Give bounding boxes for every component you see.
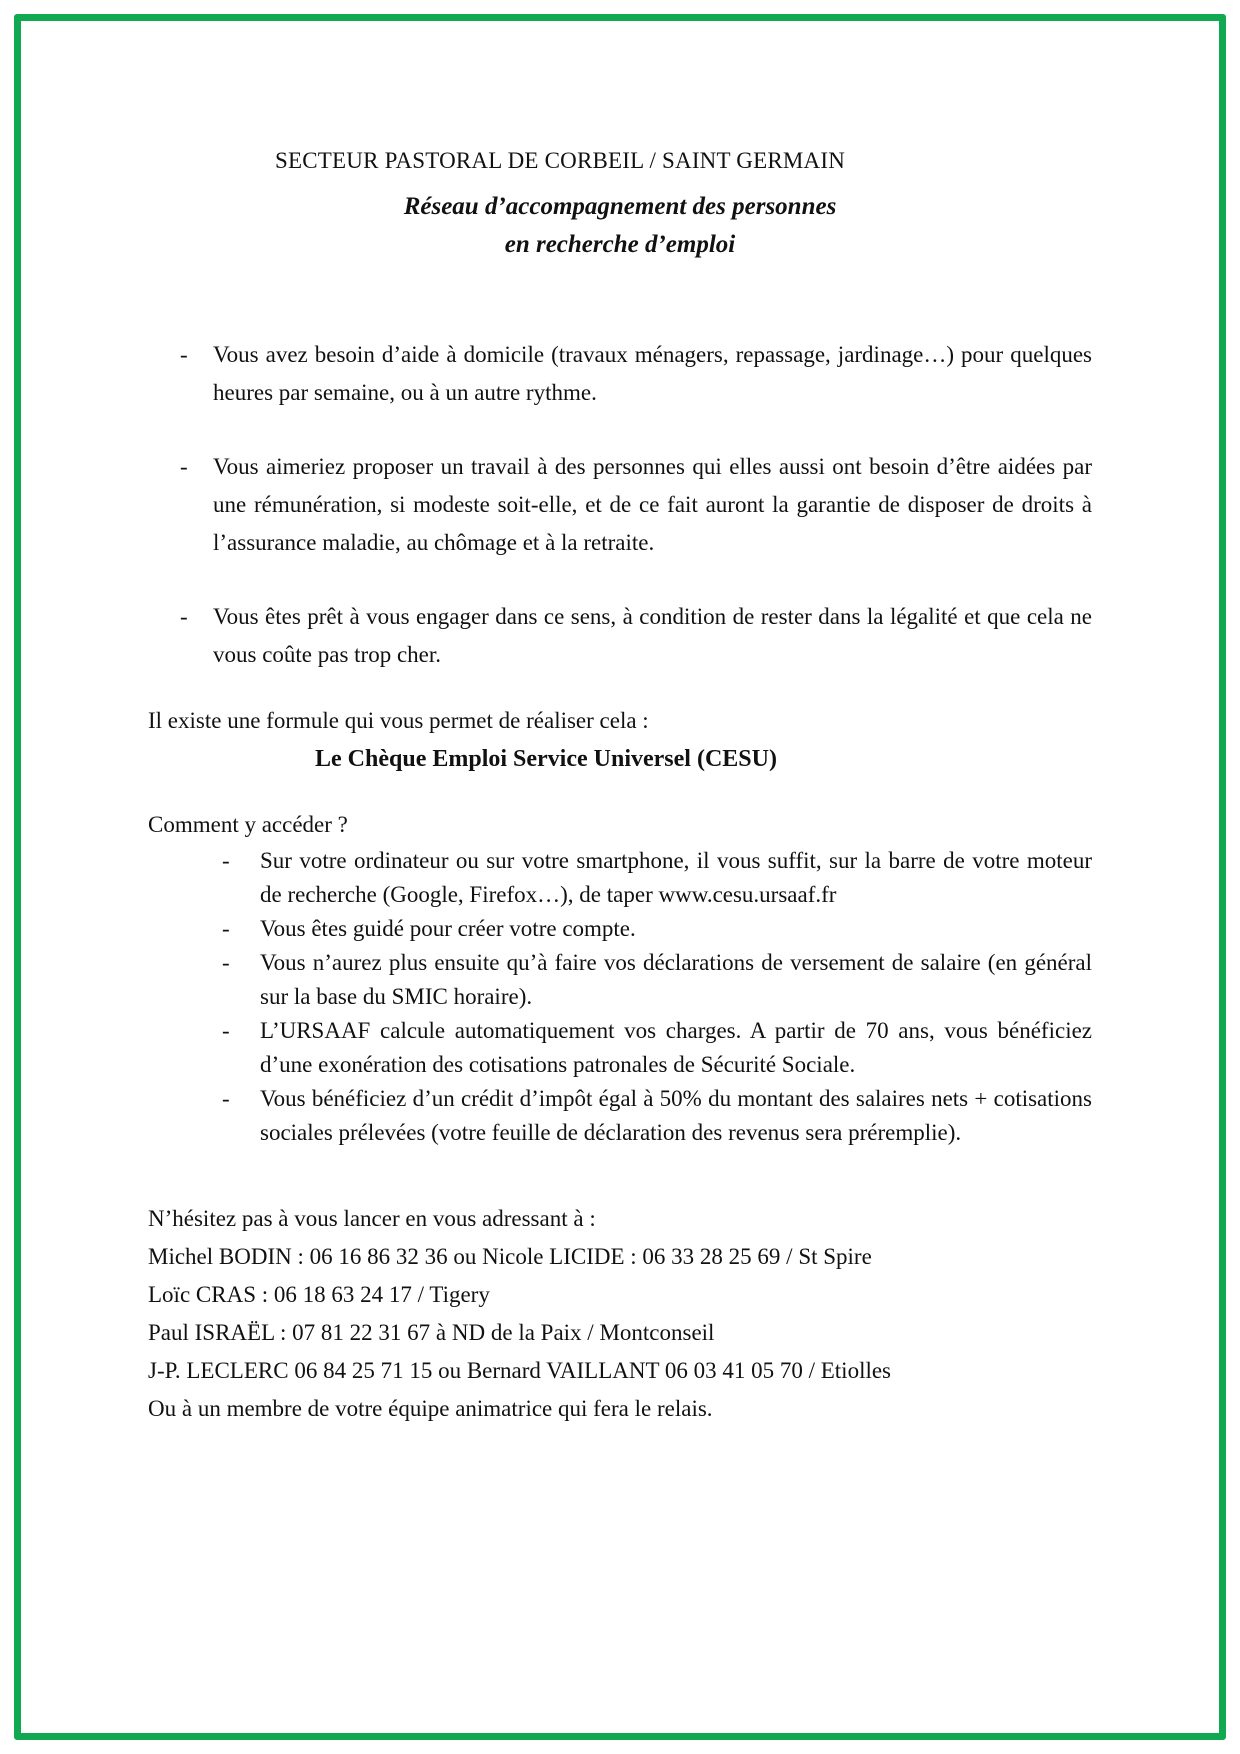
list-item [148,448,1092,562]
contact-line: Michel BODIN : 06 16 86 32 36 ou Nicole LICIDE : 06 33 28 25 69 / St Spire [148,1244,872,1269]
contact-intro: N’hésitez pas à vous lancer en vous adressant à : [148,1206,596,1231]
document-subtitle-line1: Réseau d’accompagnement des personnes [403,193,837,220]
contact-line: Paul ISRAËL : 07 81 22 31 67 à ND de la Paix / Montconseil [148,1320,715,1345]
list-item-text: Vous aimeriez proposer un travail à des personnes qui elles aussi ont besoin d’être aidées par une rémunération, si modeste soit-elle, et de ce fait auront la garantie de disposer de droits à l’assurance maladie, au chômage et à la retraite. [213,454,1092,555]
list-item-text: Vous bénéficiez d’un crédit d’impôt égal à 50% du montant des salaires nets + cotisations sociales prélevées (votre feuille de déclaration des revenus sera préremplie). [260,1086,1092,1145]
bullet-dash: - [222,916,230,941]
document-content [148,0,1092,1428]
contact-block [148,1200,1092,1428]
list-item [148,1082,1092,1150]
formula-intro-text: Il existe une formule qui vous permet de réaliser cela : [148,708,649,733]
list-item [148,844,1092,912]
list-item [148,1014,1092,1082]
access-bullet-list [148,844,1092,1150]
document-subtitle [148,188,1092,264]
contact-line: Loïc CRAS : 06 18 63 24 17 / Tigery [148,1282,490,1307]
list-item-text: Vous n’aurez plus ensuite qu’à faire vos déclarations de versement de salaire (en général sur la base du SMIC horaire). [260,950,1092,1009]
bullet-dash: - [222,950,230,975]
list-item [148,336,1092,412]
bullet-dash: - [180,342,188,367]
bullet-dash: - [222,848,230,873]
contact-line: Ou à un membre de votre équipe animatrice qui fera le relais. [148,1396,713,1421]
bullet-dash: - [180,604,188,629]
document-title: SECTEUR PASTORAL DE CORBEIL / SAINT GERMAIN [274,148,846,173]
list-item-text: Sur votre ordinateur ou sur votre smartphone, il vous suffit, sur la barre de votre moteur de recherche (Google, Firefox…), de taper www.cesu.ursaaf.fr [260,848,1092,907]
list-item-text: Vous êtes prêt à vous engager dans ce sens, à condition de rester dans la légalité et que cela ne vous coûte pas trop cher. [213,604,1092,667]
contact-line: J-P. LECLERC 06 84 25 71 15 ou Bernard VAILLANT 06 03 41 05 70 / Etiolles [148,1358,892,1383]
formula-name-text: Le Chèque Emploi Service Universel (CESU) [315,746,777,772]
list-item [148,912,1092,946]
access-heading: Comment y accéder ? [148,812,348,837]
list-item-text: Vous êtes guidé pour créer votre compte. [260,916,636,941]
list-item-text: Vous avez besoin d’aide à domicile (travaux ménagers, repassage, jardinage…) pour quelques heures par semaine, ou à un autre rythme. [213,342,1092,405]
list-item [148,598,1092,674]
list-item-text: L’URSAAF calcule automatiquement vos charges. A partir de 70 ans, vous bénéficiez d’une exonération des cotisations patronales de Sécurité Sociale. [260,1018,1092,1077]
document-subtitle-line2: en recherche d’emploi [504,231,736,258]
bullet-dash: - [222,1018,230,1043]
bullet-dash: - [222,1086,230,1111]
intro-bullet-list [148,336,1092,674]
bullet-dash: - [180,454,188,479]
list-item [148,946,1092,1014]
